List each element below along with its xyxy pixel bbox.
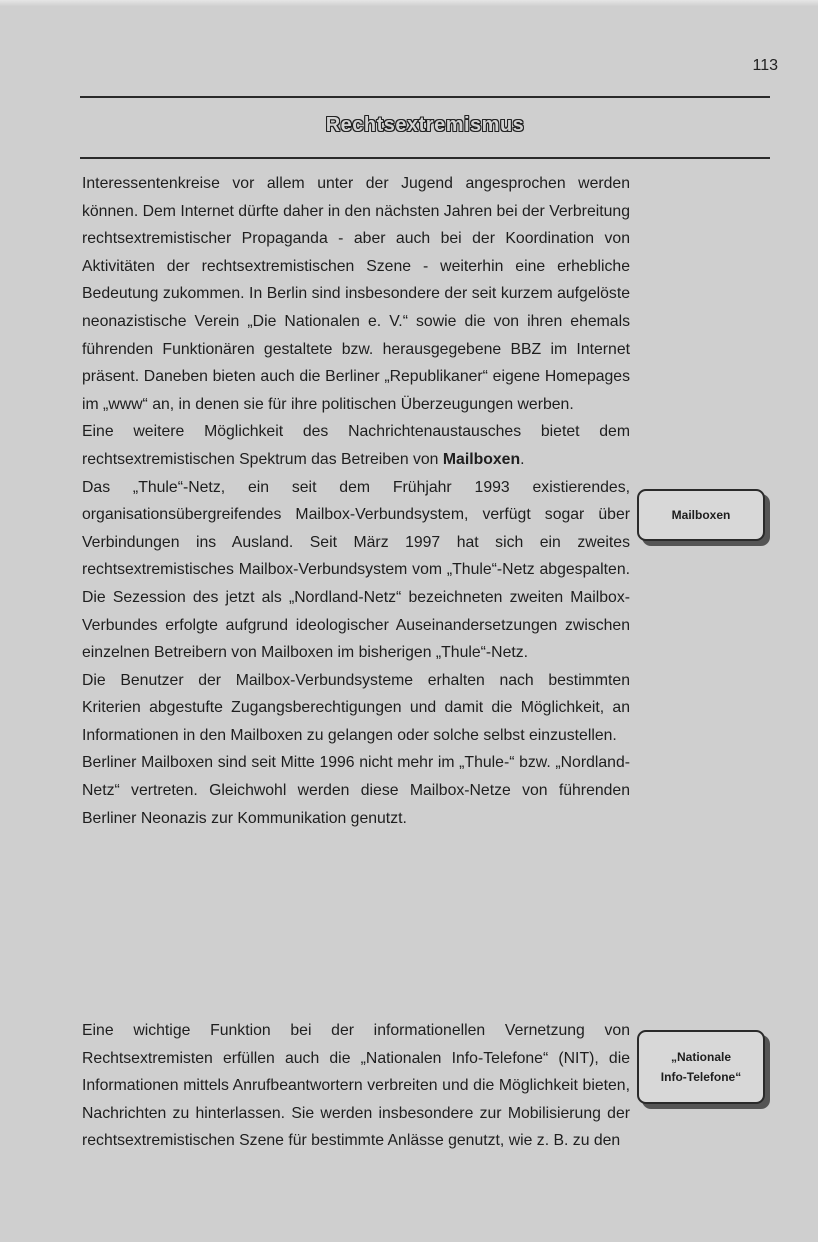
paragraph-info-telefone: Eine wichtige Funktion bei der informationellen Vernetzung von Rechtsextremisten erfüllen auch die „Nationalen Info-Telefone“ (NIT), die Informationen mittels Anrufbeantwortern verbreiten und die Möglichkeit bieten, Nachrichten zu hinterlassen. Sie werden insbesondere zur Mobilisierung der rechtsextremistischen Szene für bestimmte Anlässe genutzt, wie z. B. zu den: [82, 1022, 630, 1150]
paragraph-mailboxen-text: Eine weitere Möglichkeit des Nachrichtenaustausches bietet dem rechtsextremistischen Spektrum das Betreiben von: [82, 423, 630, 468]
paragraph-benutzer: Die Benutzer der Mailbox-Verbundsysteme erhalten nach bestimmten Kriterien abgestufte Zugangsberechtigungen und damit die Möglichkeit, an Informationen in den Mailboxen zu gelangen oder solche selbst einzustellen.: [82, 671, 630, 744]
header-rule-top: [80, 96, 770, 98]
margin-label-nit-line2: Info-Telefone“: [660, 1070, 742, 1084]
header-rule-bottom: [80, 157, 770, 159]
keyword-mailboxen: Mailboxen: [442, 450, 521, 468]
text-block-nit: [82, 1017, 630, 1155]
text-block-main: [82, 170, 630, 832]
paragraph-mailboxen-intro: [82, 418, 630, 473]
margin-label-nit-line1: „Nationale: [670, 1050, 731, 1064]
paragraph-mailboxen-end: .: [520, 450, 525, 468]
paragraph-internet: Interessentenkreise vor allem unter der Jugend angesprochen werden können. Dem Internet dürfte daher in den nächsten Jahren bei der Verbreitung rechtsextremistischer Propaganda - aber auch bei der Koordination von Aktivitäten der rechtsextremistischen Szene - weiterhin eine erhebliche Bedeutung zukommen. In Berlin sind insbesondere der seit kurzem aufgelöste neonazistische Verein „Die Nationalen e. V.“ sowie die von ihren ehemals führenden Funktionären gestaltete bzw. herausgegebene BBZ im Internet präsent. Daneben bieten auch die Berliner „Republikaner“ eigene Homepages im „www“ an, in denen sie für ihre politischen Überzeugungen werben.: [82, 175, 630, 413]
running-title: Rechtsextremismus: [325, 114, 525, 136]
page-number: 113: [752, 57, 778, 74]
paragraph-thule-netz: Das „Thule“-Netz, ein seit dem Frühjahr 1993 existierendes, organisationsübergreifendes Mailbox-Verbundsystem, verfügt sogar über Verbindungen ins Ausland. Seit März 1997 hat sich ein zweites rechtsextremistisches Mailbox-Verbundsystem vom „Thule“-Netz abgespalten. Die Sezession des jetzt als „Nordland-Netz“ bezeichneten zweiten Mailbox-Verbundes erfolgte aufgrund ideologischer Auseinandersetzungen zwischen einzelnen Betreibern von Mailboxen im bisherigen „Thule“-Netz.: [82, 478, 630, 662]
margin-label-mailboxen-text: Mailboxen: [671, 508, 731, 522]
margin-label-info-telefone: [637, 1030, 765, 1104]
margin-label-mailboxen: [637, 489, 765, 541]
paragraph-berliner-mailboxen: Berliner Mailboxen sind seit Mitte 1996 nicht mehr im „Thule-“ bzw. „Nordland-Netz“ vertreten. Gleichwohl werden diese Mailbox-Netze von führenden Berliner Neonazis zur Kommunikation genutzt.: [82, 754, 630, 827]
scan-edge: [0, 0, 818, 6]
